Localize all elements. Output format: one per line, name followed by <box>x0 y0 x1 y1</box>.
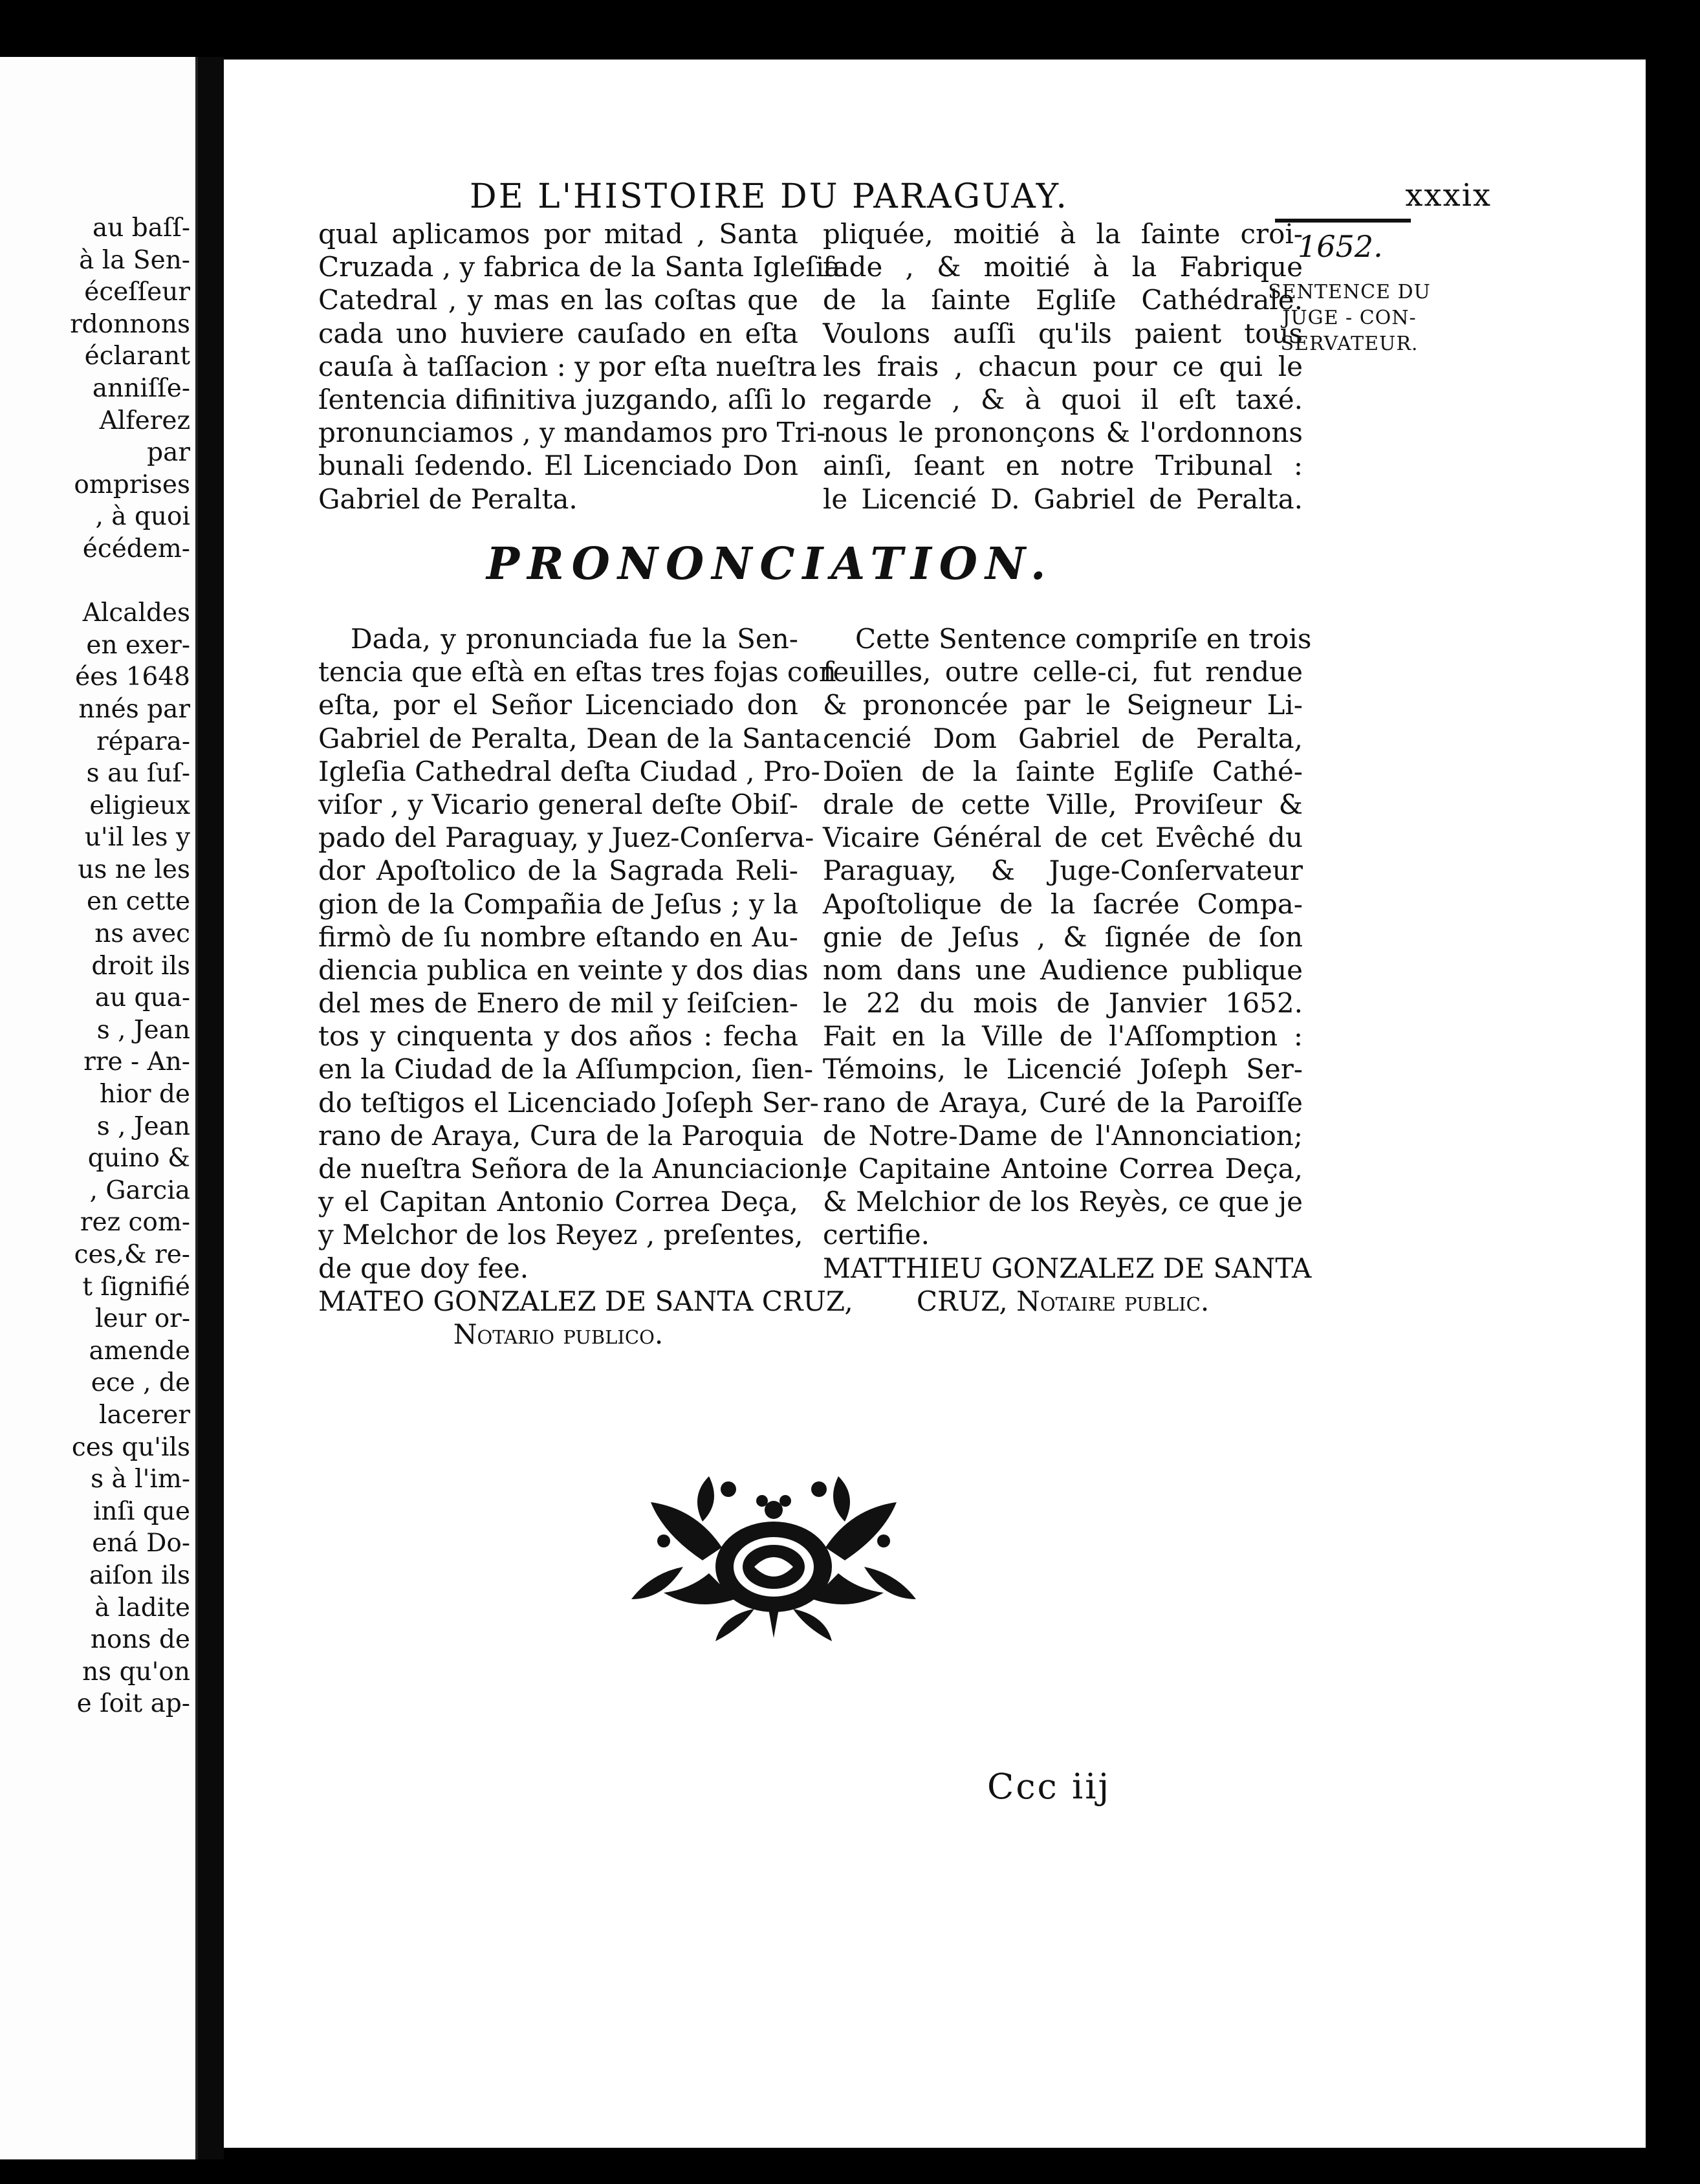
text-line: de la ſainte Egliſe Cathédrale. <box>823 284 1303 316</box>
left-page-line: Alcaldes <box>82 598 190 628</box>
text-line: Vicaire Général de cet Evêché du <box>823 822 1303 854</box>
text-line: & prononcée par le Seigneur Li- <box>823 689 1303 721</box>
left-page-line: à ladite <box>94 1593 190 1622</box>
left-page-line: amende <box>89 1336 190 1366</box>
left-page-line: quino & <box>87 1144 190 1174</box>
text-line: Témoins, le Licencié Joſeph Ser- <box>823 1053 1303 1086</box>
text-line: viſor , y Vicario general deſte Obiſ- <box>318 788 798 820</box>
right-page <box>224 60 1646 2148</box>
text-line: le Licencié D. Gabriel de Peralta. <box>823 483 1303 515</box>
text-line: del mes de Enero de mil y ſeiſcien- <box>318 987 798 1020</box>
running-title: DE L'HISTOIRE DU PARAGUAY. <box>470 177 1069 216</box>
text-line: tos y cinquenta y dos años : fecha <box>318 1020 798 1053</box>
left-page-line: ées 1648 <box>75 662 190 692</box>
left-page-line: ces qu'ils <box>71 1432 190 1462</box>
margin-note-line: JUGE - CON- <box>1282 307 1417 329</box>
text-line: Voulons auſſi qu'ils paient tous <box>823 317 1303 349</box>
text-line: Notario publico. <box>453 1318 664 1350</box>
text-line: les frais , chacun pour ce qui le <box>823 350 1303 382</box>
text-line: gnie de Jeſus , & ſignée de ſon <box>823 921 1303 953</box>
text-line: Gabriel de Peralta. <box>318 483 578 515</box>
text-line: certifie. <box>823 1219 930 1251</box>
left-page-line: écédem- <box>82 534 190 563</box>
left-page-line: aiſon ils <box>89 1560 190 1590</box>
text-line: Gabriel de Peralta, Dean de la Santa <box>318 722 822 754</box>
text-line: tencia que eſtà en eſtas tres fojas con <box>318 656 836 688</box>
text-line: dor Apoſtolico de la Sagrada Reli- <box>318 855 798 887</box>
left-page-line: u'il les y <box>84 823 190 853</box>
left-page-line: ns avec <box>94 919 190 949</box>
left-page-line: , Garcia <box>89 1175 190 1205</box>
spanish-column-main <box>318 622 853 1351</box>
text-line: diencia publica en veinte y dos dias <box>318 954 809 986</box>
left-page-line: inſi que <box>93 1496 190 1526</box>
left-page-line: rre - An- <box>83 1047 190 1077</box>
text-line: Apoſtolique de la ſacrée Compa- <box>823 888 1303 920</box>
page-number: xxxix <box>1405 177 1492 213</box>
left-page-text <box>0 212 190 1720</box>
text-line: cada uno huviere cauſado en eſta <box>318 317 798 349</box>
text-line: qual aplicamos por mitad , Santa <box>318 218 798 250</box>
left-page-line: ece , de <box>91 1368 190 1398</box>
text-line: drale de cette Ville, Proviſeur & <box>823 788 1303 820</box>
left-page-line: ená Do- <box>92 1529 190 1558</box>
left-page-line: eligieux <box>89 791 190 820</box>
left-page-line: us ne les <box>78 855 190 884</box>
left-page-line <box>0 565 190 598</box>
text-line: Catedral , y mas en las coſtas que <box>318 284 798 316</box>
text-line: en la Ciudad de la Aſſumpcion, ſien- <box>318 1053 814 1086</box>
text-line: de Notre-Dame de l'Annonciation; <box>823 1119 1303 1152</box>
left-page-line: t ſignifié <box>82 1272 190 1302</box>
text-line: do teſtigos el Licenciado Joſeph Ser- <box>318 1086 819 1119</box>
left-page-line: nons de <box>90 1625 190 1655</box>
signature-mark: Ccc iij <box>987 1766 1111 1807</box>
text-line: Paraguay, & Juge-Conſervateur <box>823 855 1303 887</box>
left-page-line: anniſſe- <box>92 373 190 403</box>
text-line: ſade , & moitié à la Fabrique <box>823 251 1303 283</box>
left-page-line: hior de <box>99 1080 190 1109</box>
text-line: Cruzada , y fabrica de la Santa Igleſia <box>318 251 841 283</box>
text-line: gion de la Compañia de Jeſus ; y la <box>318 888 798 920</box>
section-heading: PRONONCIATION. <box>486 538 1054 590</box>
text-line: rano de Araya, Curé de la Paroiſſe <box>823 1086 1303 1119</box>
left-page-line: ces,& re- <box>74 1240 190 1269</box>
left-page-line: au baſſ- <box>92 213 190 243</box>
left-page-line: nnés par <box>78 694 190 724</box>
left-page-line: leur or- <box>94 1304 190 1334</box>
text-line: & Melchior de los Reyès, ce que je <box>823 1186 1303 1218</box>
left-page-line: en exer- <box>86 630 190 660</box>
left-page-line: omprises <box>74 470 190 499</box>
text-line: y Melchor de los Reyez , preſentes, <box>318 1219 803 1251</box>
text-line: rano de Araya, Cura de la Paroquia <box>318 1119 804 1152</box>
text-line: pado del Paraguay, y Juez-Conſerva- <box>318 822 814 854</box>
left-page-line: s , Jean <box>96 1015 190 1045</box>
text-line: y el Capitan Antonio Correa Deça, <box>318 1186 798 1218</box>
text-line: Doïen de la ſainte Egliſe Cathé- <box>823 755 1303 787</box>
left-page-line: éceſſeur <box>84 278 190 307</box>
left-page-line: à la Sen- <box>79 245 190 275</box>
text-line: Fait en la Ville de l'Aſſomption : <box>823 1020 1303 1053</box>
book-gutter <box>198 57 224 2159</box>
left-page-line: ns qu'on <box>82 1657 190 1687</box>
text-line: cencié Dom Gabriel de Peralta, <box>823 722 1303 754</box>
text-line: CRUZ, Notaire public. <box>916 1285 1210 1317</box>
text-line: de nueſtra Señora de la Anunciacion; <box>318 1153 832 1185</box>
text-line: nom dans une Audience publique <box>823 954 1303 986</box>
text-line: ainſi, ſeant en notre Tribunal : <box>823 450 1303 482</box>
left-page-line: par <box>147 438 190 468</box>
margin-note-line: SENTENCE DU <box>1268 281 1431 303</box>
left-page-line: , à quoi <box>95 502 190 532</box>
text-line: pronunciamos , y mandamos pro Tri- <box>318 417 826 449</box>
margin-year: 1652. <box>1298 229 1383 264</box>
text-line: MATEO GONZALEZ DE SANTA CRUZ, <box>318 1285 853 1317</box>
text-line: pliquée, moitié à la ſainte croi- <box>823 218 1303 250</box>
left-page-line: e ſoit ap- <box>76 1689 190 1719</box>
text-line: le Capitaine Antoine Correa Deça, <box>823 1153 1303 1185</box>
text-line: Igleſia Cathedral deſta Ciudad , Pro- <box>318 755 820 787</box>
spanish-column-top <box>318 217 841 516</box>
french-column-main <box>823 622 1312 1318</box>
left-page-line: s à l'im- <box>91 1465 190 1494</box>
text-line: eſta, por el Señor Licenciado don <box>318 689 798 721</box>
text-line: nous le prononçons & l'ordonnons <box>823 417 1303 449</box>
page-header <box>470 177 1492 216</box>
text-line: feuilles, outre celle-ci, fut rendue <box>823 656 1303 688</box>
margin-note-line: SERVATEUR. <box>1280 333 1419 355</box>
left-page-line: Alferez <box>99 406 190 435</box>
text-line: Dada, y pronunciada fue la Sen- <box>351 623 798 655</box>
french-column-top <box>823 217 1303 516</box>
text-line: cauſa à taſſacion : y por eſta nueſtra <box>318 350 817 382</box>
text-line: MATTHIEU GONZALEZ DE SANTA <box>823 1252 1312 1284</box>
left-page-line: droit ils <box>91 951 190 981</box>
text-line: regarde , & à quoi il eſt taxé. <box>823 383 1303 415</box>
text-line: Cette Sentence compriſe en trois <box>855 623 1312 655</box>
text-line: firmò de ſu nombre eſtando en Au- <box>318 921 798 953</box>
facing-left-page <box>0 57 198 2159</box>
left-page-line: s au ſuſ- <box>86 759 190 789</box>
left-page-line: au qua- <box>94 983 190 1013</box>
left-page-line: rdonnons <box>70 309 190 339</box>
text-line: ſentencia difinitiva juzgando, aſſi lo <box>318 383 807 415</box>
left-page-line: rez com- <box>80 1208 190 1238</box>
left-page-line: éclarant <box>84 342 190 371</box>
left-page-line: lacerer <box>98 1400 190 1430</box>
text-line: bunali ſedendo. El Licenciado Don <box>318 450 798 482</box>
left-page-line: en cette <box>87 887 190 917</box>
floral-vignette-ornament <box>625 1470 922 1644</box>
text-line: de que doy fee. <box>318 1252 529 1284</box>
text-line: le 22 du mois de Janvier 1652. <box>823 987 1303 1020</box>
left-page-line: répara- <box>96 726 190 756</box>
left-page-line: s , Jean <box>96 1111 190 1141</box>
